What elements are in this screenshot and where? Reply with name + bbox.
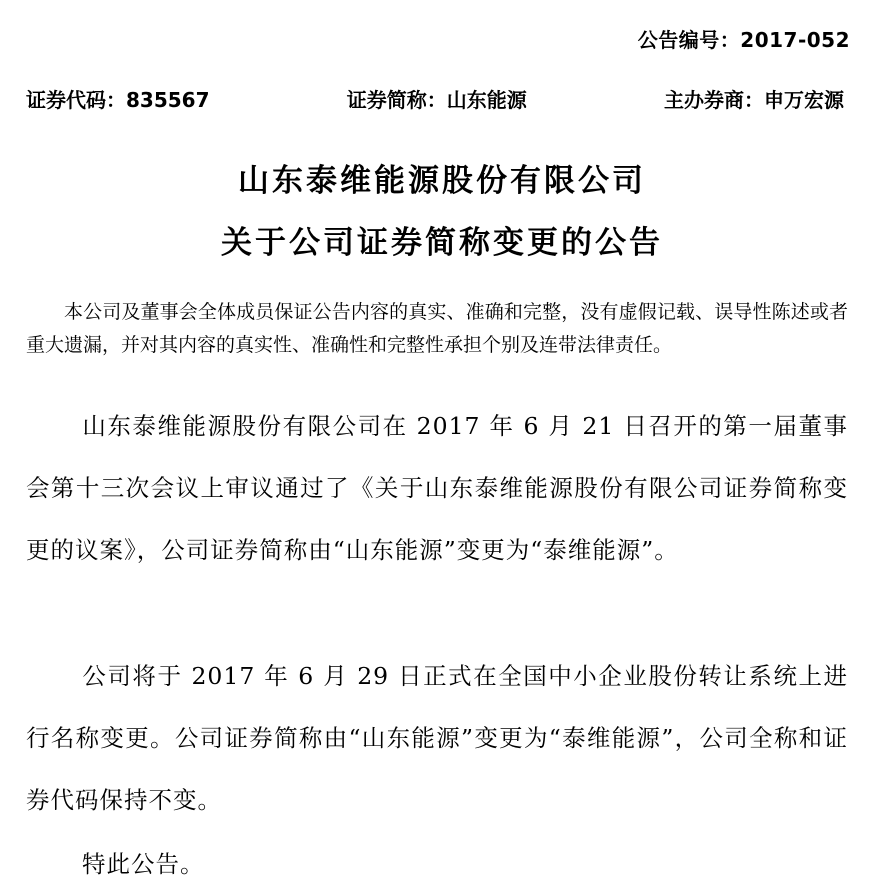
body-paragraph-2: 公司将于 2017 年 6 月 29 日正式在全国中小企业股份转让系统上进行名称变更。公司证券简称由“山东能源”变更为“泰维能源”，公司全称和证券代码保持不变。 [26,662,848,814]
security-code: 证券代码：835567 [26,88,210,112]
sponsor-broker: 主办券商：申万宏源 [664,88,844,112]
announcement-title: 关于公司证券简称变更的公告 [221,225,663,261]
closing-remark: 特此公告。 [82,850,205,878]
body-paragraph-1: 山东泰维能源股份有限公司在 2017 年 6 月 21 日召开的第一届董事会第十三次会议上审议通过了《关于山东泰维能源股份有限公司证券简称变更的议案》，公司证券简称由“山东能源”变更为“泰维能源”。 [26,412,848,564]
company-name-title: 山东泰维能源股份有限公司 [238,163,646,199]
board-guarantee-statement: 本公司及董事会全体成员保证公告内容的真实、准确和完整，没有虚假记载、误导性陈述或者重大遗漏，并对其内容的真实性、准确性和完整性承担个别及连带法律责任。 [26,301,848,356]
security-abbreviation: 证券简称：山东能源 [346,88,527,112]
security-info-row [26,84,844,113]
announcement-number: 公告编号：2017-052 [637,28,850,52]
